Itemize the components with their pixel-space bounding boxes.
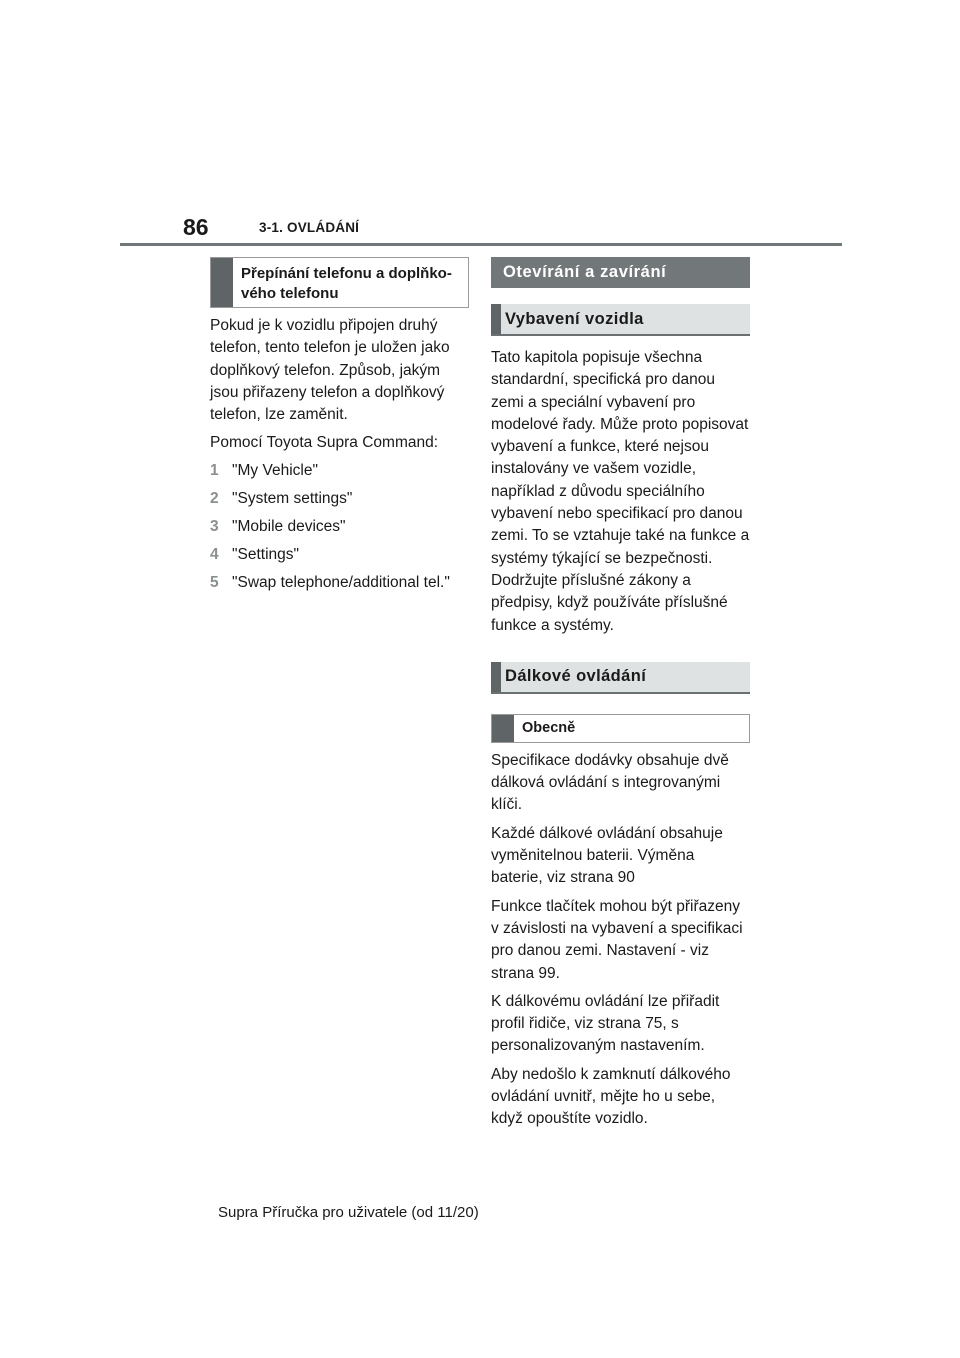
remote-paragraph: Aby nedošlo k zamknutí dálkového ovládání uvnitř, mějte ho u sebe, když opouštíte vozidlo. [491,1065,731,1128]
intro-paragraph: Pokud je k vozidlu připojen druhý telefon, tento telefon je uložen jako doplňkový telefon. Způsob, jakým jsou přiřazeny telefon a doplňkový telefon, lze zaměnit. [210,317,450,424]
step-number: 5 [210,573,219,591]
minor-heading-general [491,714,750,743]
subsection-heading-remote [491,662,750,694]
heading-bar [492,715,514,742]
section-title: 3-1. OVLÁDÁNÍ [259,220,360,235]
page-number: 86 [183,214,209,240]
right-column [491,257,750,1131]
list-item [210,572,469,594]
footer-text: Supra Příručka pro uživatele (od 11/20) [218,1204,479,1221]
header-rule [120,243,842,246]
step-text: "My Vehicle" [232,461,318,479]
step-text: "System settings" [232,489,353,507]
left-column [210,257,469,600]
lead-paragraph: Pomocí Toyota Supra Command: [210,434,439,452]
heading-label: Přepínání telefonu a doplňko- vého telefonu [241,265,452,302]
remote-paragraph: Funkce tlačítek mohou být přiřazeny v závislosti na vybavení a specifikaci pro danou zemi. Nastavení - viz strana 99. [491,897,743,982]
remote-paragraph: Každé dálkové ovládání obsahuje vyměnitelnou baterii. Výměna baterie, viz strana 90 [491,824,723,887]
step-number: 2 [210,489,219,507]
heading-label: Vybavení vozidla [505,309,644,328]
equipment-paragraph: Tato kapitola popisuje všechna standardní, specifická pro danou zemi a speciální vybavení pro modelové řady. Může proto popisovat vybavení a funkce, které nejsou instalovány ve vašem vozidle, například z důvodu speciálního vybavení nebo specifikací pro danou zemi. To se vztahuje také na funkce a systémy týkající se bezpečnosti. Dodržujte příslušné zákony a předpisy, když používáte příslušné funkce a systémy. [491,349,750,634]
heading-label: Obecně [522,719,576,736]
remote-paragraph: Specifikace dodávky obsahuje dvě dálková ovládání s integrovanými klíči. [491,751,729,814]
step-number: 3 [210,517,219,535]
heading-bar [491,662,501,692]
subsection-heading-equipment [491,304,750,336]
list-item [210,544,469,566]
step-number: 1 [210,461,219,479]
chapter-heading: Otevírání a zavírání [491,257,750,288]
heading-label: Dálkové ovládání [505,667,647,686]
subsection-heading-phone-swap [210,257,469,308]
steps-list [210,460,469,594]
heading-bar [491,304,501,334]
list-item [210,488,469,510]
step-text: "Swap telephone/additional tel." [232,573,450,591]
list-item [210,460,469,482]
heading-bar [211,258,233,307]
step-text: "Settings" [232,545,300,563]
remote-paragraph: K dálkovému ovládání lze přiřadit profil řidiče, viz strana 75, s personalizovaným nastavením. [491,992,720,1055]
step-number: 4 [210,545,219,563]
step-text: "Mobile devices" [232,517,346,535]
list-item [210,516,469,538]
